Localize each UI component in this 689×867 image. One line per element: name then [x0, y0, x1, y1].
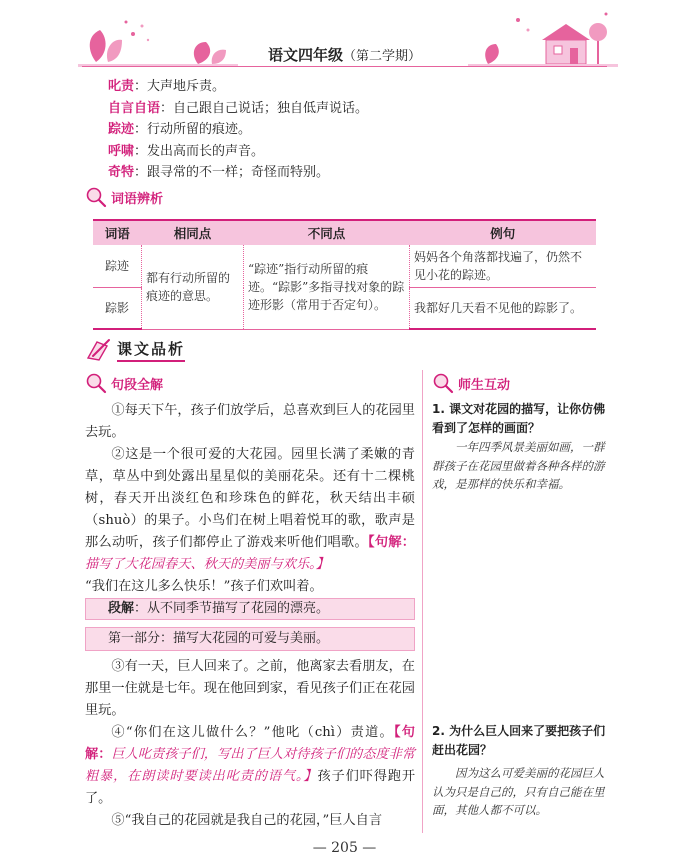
- section-title: 师生互动: [458, 377, 511, 393]
- part-label: 第一部分: [108, 631, 161, 646]
- text-block-1: [85, 400, 415, 598]
- column-divider: [422, 370, 423, 833]
- section-heading-kewen: [85, 338, 185, 362]
- definition-item: [108, 119, 368, 141]
- magnifier-icon: [85, 372, 107, 394]
- table-cell-diff: “踪迹”指行动所留的痕迹。“踪影”多指寻找对象的踪迹形影（常用于否定句）。: [244, 245, 410, 329]
- side-answer: 因为这么可爱美丽的花园巨人认为只是自己的，只有自己能在里面，其他人都不可以。: [432, 766, 605, 817]
- definition-meaning: 行动所留的痕迹。: [147, 122, 252, 137]
- table-header-row: [93, 220, 596, 245]
- paragraph-5: ⑤“我自己的花园就是我自己的花园，”巨人自言: [111, 813, 383, 828]
- magnifier-icon: [85, 186, 107, 208]
- section-title: 词语辨析: [111, 191, 164, 207]
- book-title-sub: （第二学期）: [343, 49, 422, 64]
- note-text: 巨人叱责孩子们，写出了巨人对待孩子们的态度非常粗暴，在朗读时要读出叱责的语气。: [85, 747, 416, 784]
- section-title: 句段全解: [111, 377, 164, 393]
- paragraph-2: [85, 444, 415, 576]
- magnifier-icon: [432, 372, 454, 394]
- vocabulary-definitions: [108, 76, 368, 184]
- paragraph-summary-box: [85, 598, 415, 620]
- part-content: 描写大花园的可爱与美丽。: [173, 631, 330, 646]
- table-header: 词语: [93, 220, 142, 245]
- definition-term: 自言自语: [108, 100, 161, 116]
- side-qa-2: [432, 722, 610, 820]
- side-question: 2. 为什么巨人回来了要把孩子们赶出花园？: [432, 724, 606, 757]
- definition-sep: ：: [134, 165, 148, 180]
- paragraph-2-text: ②这是一个很可爱的大花园。园里长满了柔嫩的青草，草丛中到处露出星星似的美丽花朵。还有十二棵桃树，春天开出淡红色和珍珠色的鲜花，秋天结出丰硕（shuò）的果子。小鸟们在树上唱着悦耳的歌，歌声是那么动听，孩子们都停止了游戏来听他们唱歌。: [85, 447, 415, 550]
- definition-sep: ：: [134, 79, 148, 94]
- table-cell-word: 踪影: [93, 288, 142, 330]
- table-cell-example: 我都好几天看不见他的踪影了。: [410, 288, 597, 330]
- definition-meaning: 大声地斥责。: [147, 79, 226, 94]
- note-end: 】: [303, 769, 318, 784]
- side-qa-1: [432, 400, 610, 494]
- section-heading-juduan: [85, 372, 163, 394]
- definition-term: 奇特: [108, 165, 135, 180]
- section-heading-shisheng: [432, 372, 510, 394]
- table-row: [93, 245, 596, 288]
- paragraph-1: ①每天下午，孩子们放学后，总喜欢到巨人的花园里去玩。: [85, 403, 415, 440]
- definition-item: [108, 141, 368, 163]
- paragraph-2-quote: “我们在这儿多么快乐！”孩子们欢叫着。: [85, 579, 323, 594]
- definition-sep: ：: [134, 143, 148, 159]
- part-text: [86, 631, 329, 646]
- definition-term: 踪迹: [108, 122, 135, 137]
- note-text: 描写了大花园春天、秋天的美丽与欢乐。: [85, 557, 316, 572]
- paragraph-4: [85, 722, 415, 810]
- definition-meaning: 发出高而长的声音。: [147, 143, 265, 159]
- note-label: 【句解：: [367, 535, 415, 550]
- summary-content: 从不同季节描写了花园的漂亮。: [147, 601, 330, 616]
- part-summary-box: [85, 627, 415, 651]
- paragraph-4-text: ④“你们在这儿做什么？”他叱（chì）责道。: [111, 725, 394, 740]
- table-header: 不同点: [244, 220, 410, 245]
- book-title: [0, 44, 689, 65]
- definition-sep: ：: [160, 100, 174, 116]
- word-comparison-table: [93, 219, 596, 330]
- definition-item: [108, 76, 368, 98]
- part-sep: ：: [160, 631, 174, 646]
- definition-term: 呼啸: [108, 143, 135, 159]
- definition-sep: ：: [134, 122, 148, 137]
- side-question: 1. 课文对花园的描写，让你仿佛看到了怎样的画面？: [432, 402, 606, 435]
- paragraph-4-rest: 孩子们吓得跑开了。: [85, 769, 416, 806]
- definition-item: [108, 98, 368, 120]
- note-end: 】: [315, 557, 329, 572]
- table-header: 例句: [410, 220, 597, 245]
- section-heading-cihui: [85, 186, 163, 208]
- pen-book-icon: [85, 338, 113, 362]
- summary-text: [86, 601, 329, 616]
- page-number: — 205 —: [312, 840, 377, 856]
- summary-sep: ：: [134, 601, 148, 616]
- table-cell-example: 妈妈各个角落都找遍了，仍然不见小花的踪迹。: [410, 245, 597, 288]
- page-header: [0, 0, 689, 72]
- definition-item: [108, 162, 368, 184]
- header-rule: [82, 66, 607, 67]
- note-label: 【句解：: [85, 725, 415, 762]
- definition-meaning: 跟寻常的不一样；奇怪而特别。: [147, 165, 330, 180]
- section-title: 课文品析: [117, 338, 185, 362]
- definition-term: 叱责: [108, 79, 135, 94]
- table-header: 相同点: [142, 220, 244, 245]
- definition-meaning: 自己跟自己说话；独自低声说话。: [173, 100, 369, 116]
- text-block-2: [85, 656, 415, 832]
- book-title-main: 语文四年级: [267, 46, 343, 64]
- side-answer: 一年四季风景美丽如画，一群群孩子在花园里做着各种各样的游戏，是那样的快乐和幸福。: [432, 440, 605, 491]
- table-cell-same: 都有行动所留的痕迹的意思。: [142, 245, 244, 329]
- table-cell-word: 踪迹: [93, 245, 142, 288]
- summary-label: 段解: [108, 601, 135, 616]
- paragraph-3: ③有一天，巨人回来了。之前，他离家去看朋友，在那里一住就是七年。现在他回到家，看见孩子们正在花园里玩。: [85, 659, 415, 718]
